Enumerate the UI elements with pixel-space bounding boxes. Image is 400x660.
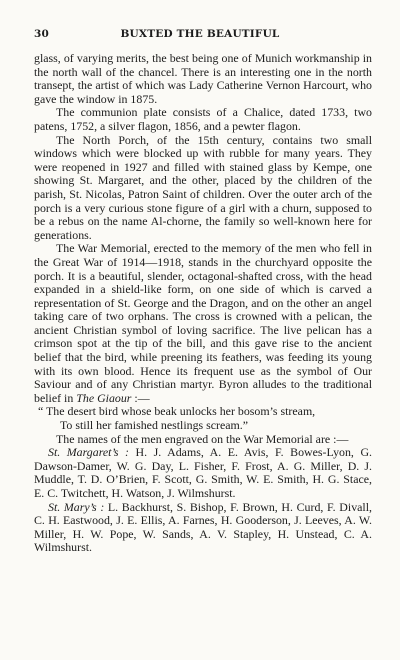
- paragraph-north-porch: The North Porch, of the 15th century, contains two small windows which were blocked up with rubble for many years. They were reopened in 1927 and filled with stained glass by Kempe, one showing St. Margaret, and the other, placed by the children of the parish, St. Nicolas, Patron Saint of children. Over the outer arch of the porch is a very curious stone figure of a girl with a churn, supposed to be a rebus on the name Al-chorne, the family so well-known here for generations.: [34, 132, 372, 242]
- paragraph-names-intro: The names of the men engraved on the War Memorial are :—: [56, 431, 349, 446]
- page-header: [34, 28, 366, 42]
- paragraph-communion-plate: The communion plate consists of a Chalice, dated 1733, two patens, 1752, a silver flagon, 1856, and a pewter flagon.: [34, 105, 372, 133]
- war-memorial-text-end: :—: [131, 390, 150, 405]
- body-text: [34, 52, 372, 555]
- st-margarets-label: St. Margaret’s :: [48, 445, 130, 460]
- paragraph-stained-glass: glass, of varying merits, the best being one of Munich workmanship in the north wall of the chancel. There is an interesting one in the north transept, the artist of which was Lady Catherine Vernon Harcourt, who gave the window in 1875.: [34, 51, 372, 106]
- names-st-marys: [34, 501, 372, 555]
- names-st-margarets: [34, 446, 372, 500]
- running-title: BUXTED THE BEAUTIFUL: [120, 28, 280, 40]
- byron-quote: [34, 405, 372, 432]
- st-marys-names: L. Backhurst, S. Bishop, F. Brown, H. Curd, F. Divall, C. H. Eastwood, J. E. Ellis, A. Farnes, H. Gooderson, J. Leeves, A. W. Miller, H. W. Pope, W. Sands, A. V. Stapley, H. Unstead, C. A. Wilmshurst.: [34, 499, 372, 555]
- page-number: 30: [34, 28, 50, 40]
- war-memorial-text: The War Memorial, erected to the memory of the men who fell in the Great War of 1914—1918, stands in the churchyard opposite the porch. It is a beautiful, slender, octagonal-shafted cross, with the head expanded in a shield-like form, on one side of which is carved a representation of St. George and the Dragon, and on the other an angel taking care of two orphans. The cross is crowned with a pelican, the ancient Christian symbol of loving sacrifice. The live pelican has a crimson spot at the tip of the bill, and this gave rise to the ancient belief that the bird, while preening its feathers, was feeding its young with its own blood. Hence its frequent use as the symbol of Our Saviour and of any Christian martyr. Byron alludes to the traditional belief in: [34, 241, 372, 405]
- paragraph-war-memorial: [34, 242, 372, 405]
- quote-line-1: “ The desert bird whose beak unlocks her bosom’s stream,: [38, 404, 316, 419]
- giaour-title: The Giaour: [76, 390, 132, 405]
- quote-line-2: To still her famished nestlings scream.”: [60, 418, 249, 433]
- st-margarets-names: H. J. Adams, A. E. Avis, F. Bowes-Lyon, G. Dawson-Damer, W. G. Day, L. Fisher, F. Frost, A. G. Miller, D. J. Muddle, T. D. O’Brien, F. Scott, G. Smith, W. E. Smith, H. G. Stace, E. C. Twitchett, H. Watson, J. Wilmshurst.: [34, 445, 373, 500]
- st-marys-label: St. Mary’s :: [48, 499, 105, 514]
